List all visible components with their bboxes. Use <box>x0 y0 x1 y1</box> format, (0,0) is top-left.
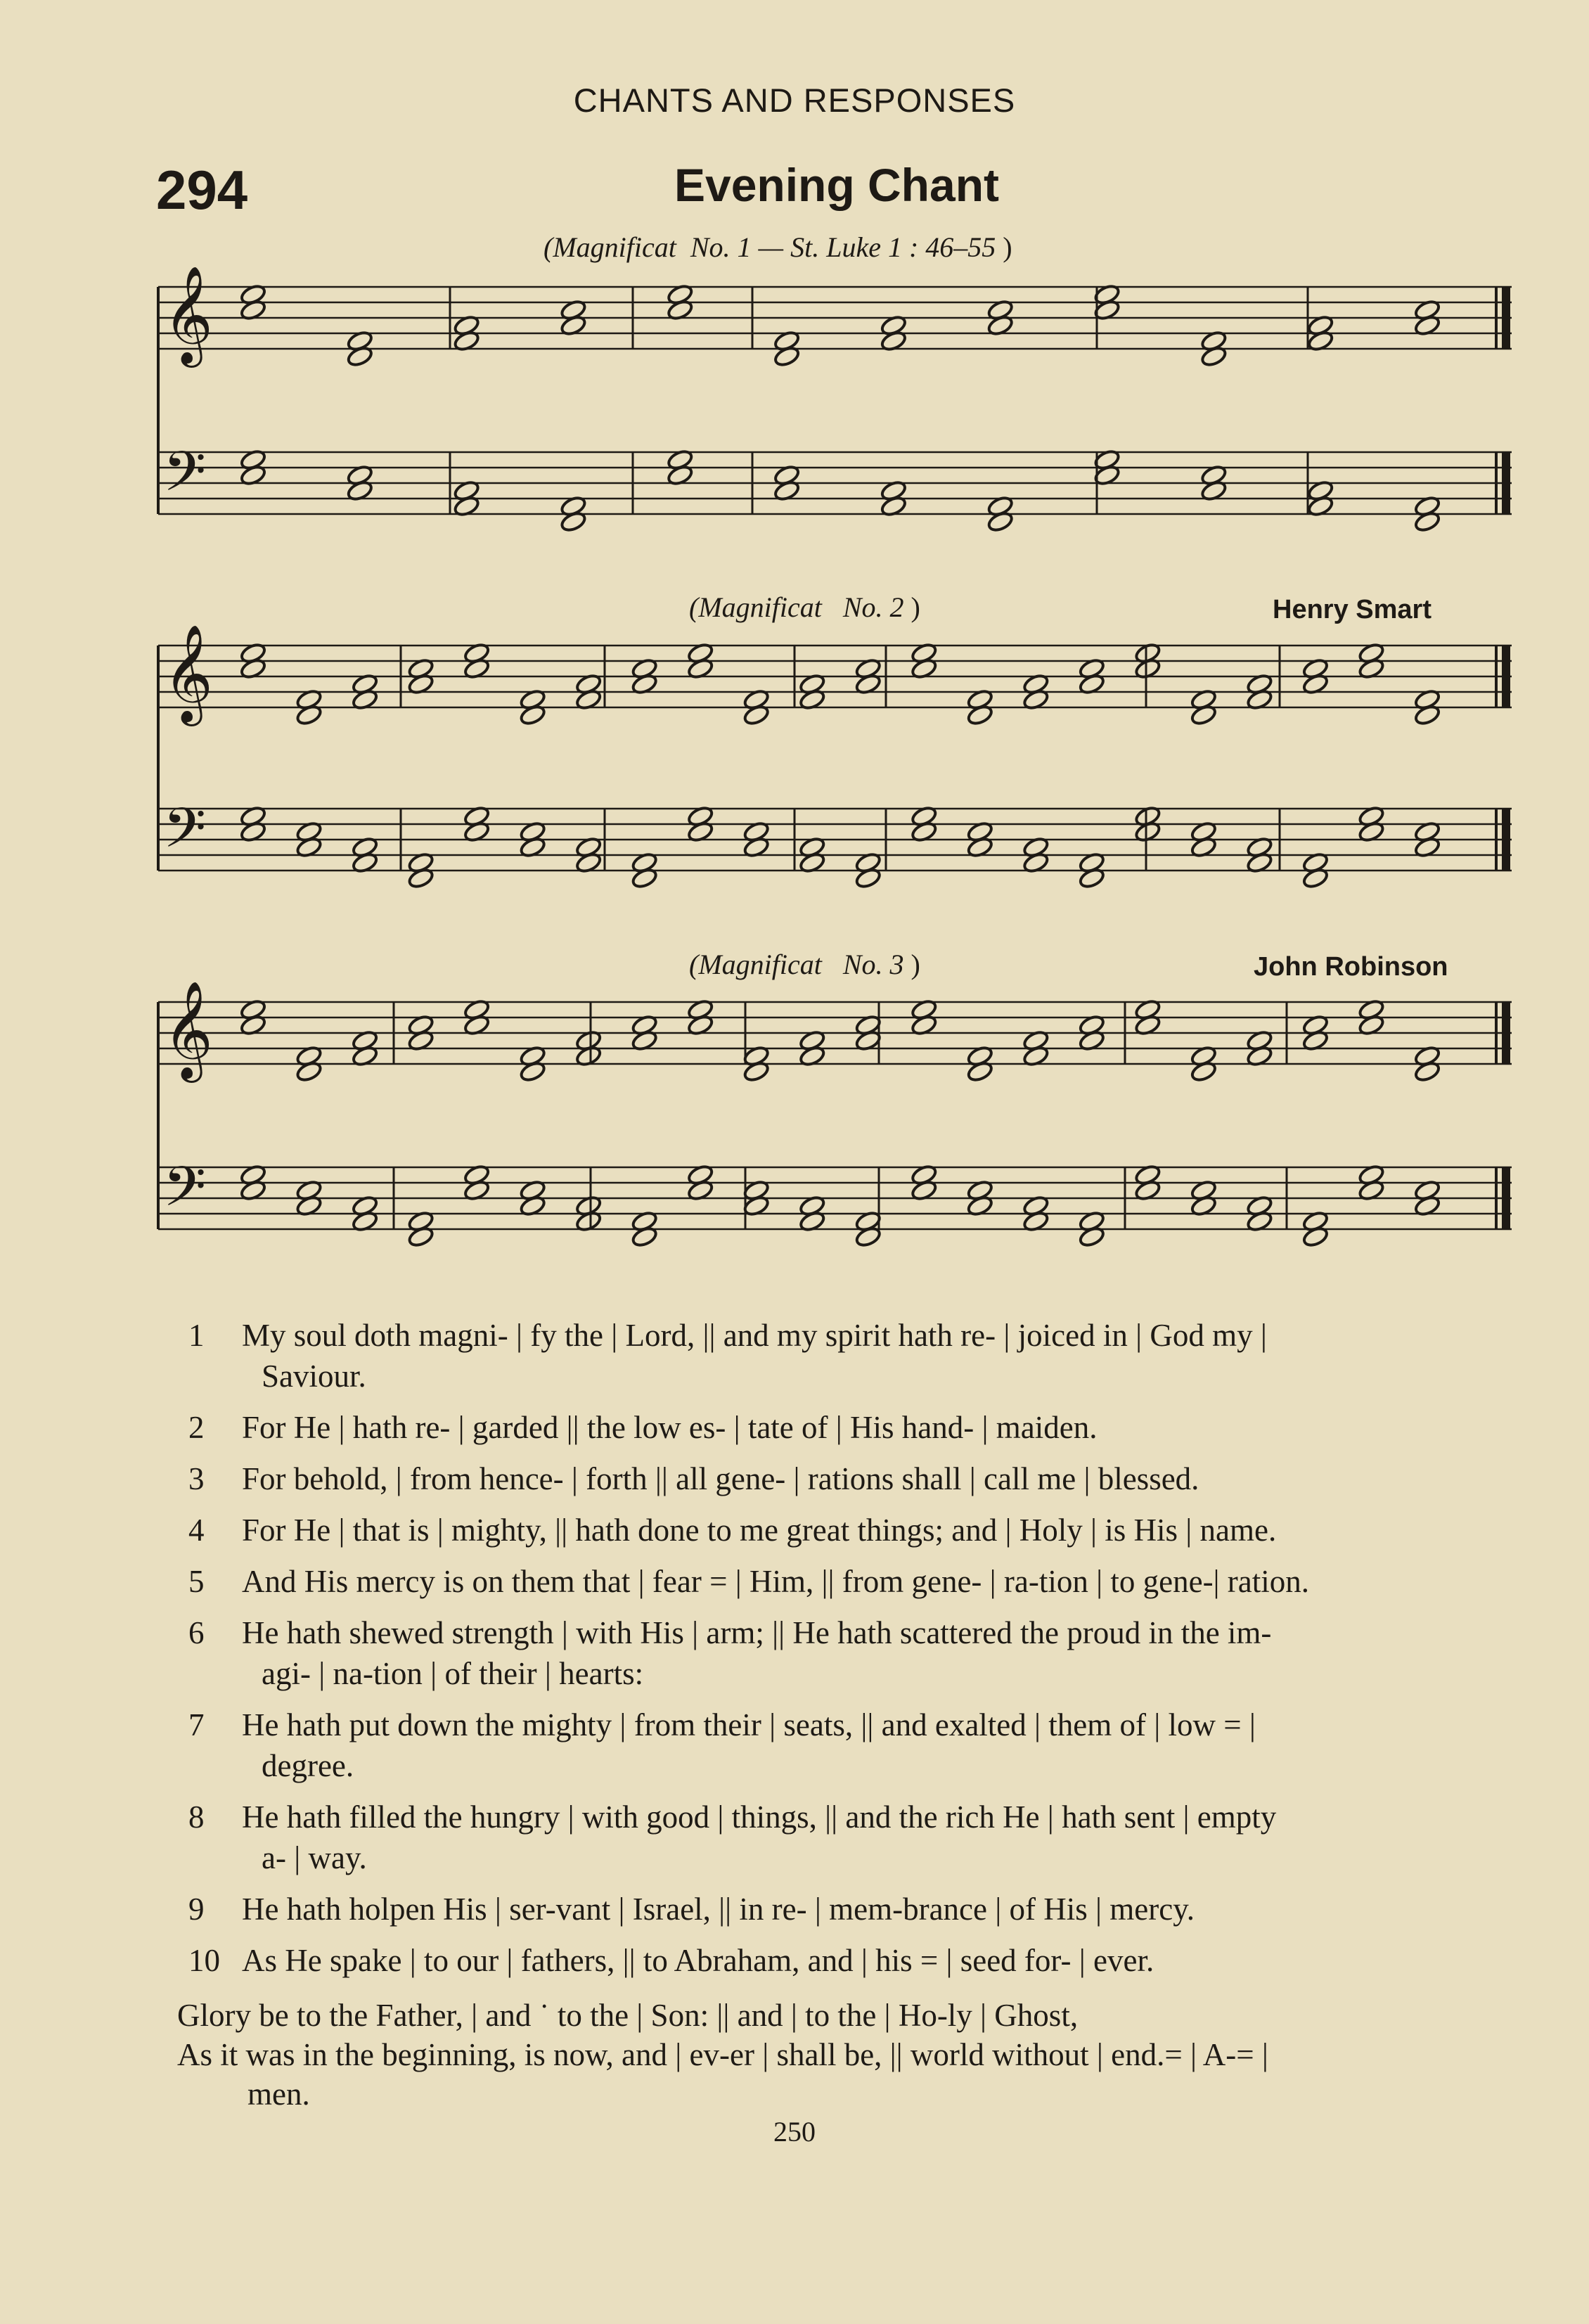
verse-2: 2 For He | hath re- | garded || the low es- | tate of | His hand- | maiden. <box>188 1410 1098 1445</box>
system-1-treble-clef-icon: 𝄞 <box>163 266 213 364</box>
system-3-bass-clef-icon: 𝄢 <box>163 1155 207 1233</box>
chant-2-composer: Henry Smart <box>1273 595 1432 624</box>
system-2-treble-clef-icon: 𝄞 <box>163 624 213 722</box>
verse-6: 6 He hath shewed strength | with His | arm; || He hath scattered the proud in the im- agi- | na-tion | of their | hearts: <box>188 1615 1272 1691</box>
system-2-bass-clef-icon: 𝄢 <box>163 797 207 874</box>
hymn-number: 294 <box>156 159 248 221</box>
verse-3: 3 For behold, | from hence- | forth || all gene- | rations shall | call me | blessed. <box>188 1461 1199 1496</box>
verse-4: 4 For He | that is | mighty, || hath done to me great things; and | Holy | is His | name. <box>188 1513 1277 1548</box>
doxology-line-2: As it was in the beginning, is now, and | ev-er | shall be, || world without | end.= | A-= | <box>177 2037 1268 2072</box>
verse-9: 9 He hath holpen His | ser-vant | Israel, || in re- | mem-brance | of His | mercy. <box>188 1892 1195 1927</box>
verse-8: 8 He hath filled the hungry | with good | things, || and the rich He | hath sent | empty a- | way. <box>188 1799 1277 1875</box>
section-title: CHANTS AND RESPONSES <box>573 82 1016 119</box>
verse-5: 5 And His mercy is on them that | fear = | Him, || from gene- | ra-tion | to gene-| ration. <box>188 1564 1310 1599</box>
verse-10: 10 As He spake | to our | fathers, || to Abraham, and | his = | seed for- | ever. <box>188 1943 1154 1978</box>
system-1-bass-clef-icon: 𝄢 <box>163 440 207 518</box>
page-number: 250 <box>773 2116 816 2148</box>
chant-3-composer: John Robinson <box>1254 952 1448 982</box>
doxology-line-1: Glory be to the Father, | and ˙ to the | Son: || and | to the | Ho-ly | Ghost, <box>177 1998 1079 2033</box>
doxology <box>177 1996 1527 2114</box>
music-staves <box>158 266 1512 1248</box>
hymn-title: Evening Chant <box>674 159 1000 211</box>
verse-1: 1 My soul doth magni- | fy the | Lord, || and my spirit hath re- | joiced in | God my | Saviour. <box>188 1318 1267 1394</box>
chant-3-caption: (Magnificat No. 3 ) <box>689 949 920 980</box>
chant-2-caption: (Magnificat No. 2 ) <box>689 591 920 623</box>
verse-7: 7 He hath put down the mighty | from their | seats, || and exalted | them of | low = | degree. <box>188 1707 1256 1783</box>
chant-1-caption: (Magnificat No. 1 — St. Luke 1 : 46–55 ) <box>543 231 1012 263</box>
chant-verses <box>177 1315 1527 1991</box>
system-3-treble-clef-icon: 𝄞 <box>163 981 213 1079</box>
doxology-line-3: men. <box>247 2076 310 2112</box>
